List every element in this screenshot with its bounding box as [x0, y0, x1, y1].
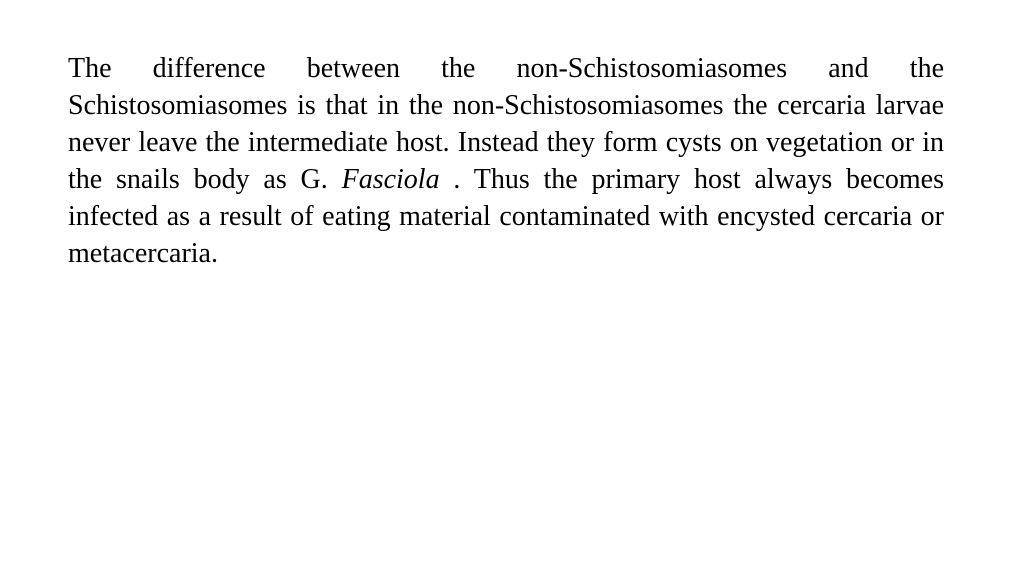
- paragraph-text-start: The difference between the non-Schistosomiasomes and the Schistosomiasomes is that in the non-Schistosomiasomes the cercaria larvae never leave the intermediate host. Instead they form cysts on vegetation or in the snails body as G.: [68, 53, 944, 195]
- body-paragraph: [68, 50, 944, 272]
- paragraph-text-end: . Thus the primary host always becomes infected as a result of eating material contaminated with encysted cercaria or metacercaria.: [68, 164, 944, 269]
- italic-genus-name: Fasciola: [341, 164, 440, 195]
